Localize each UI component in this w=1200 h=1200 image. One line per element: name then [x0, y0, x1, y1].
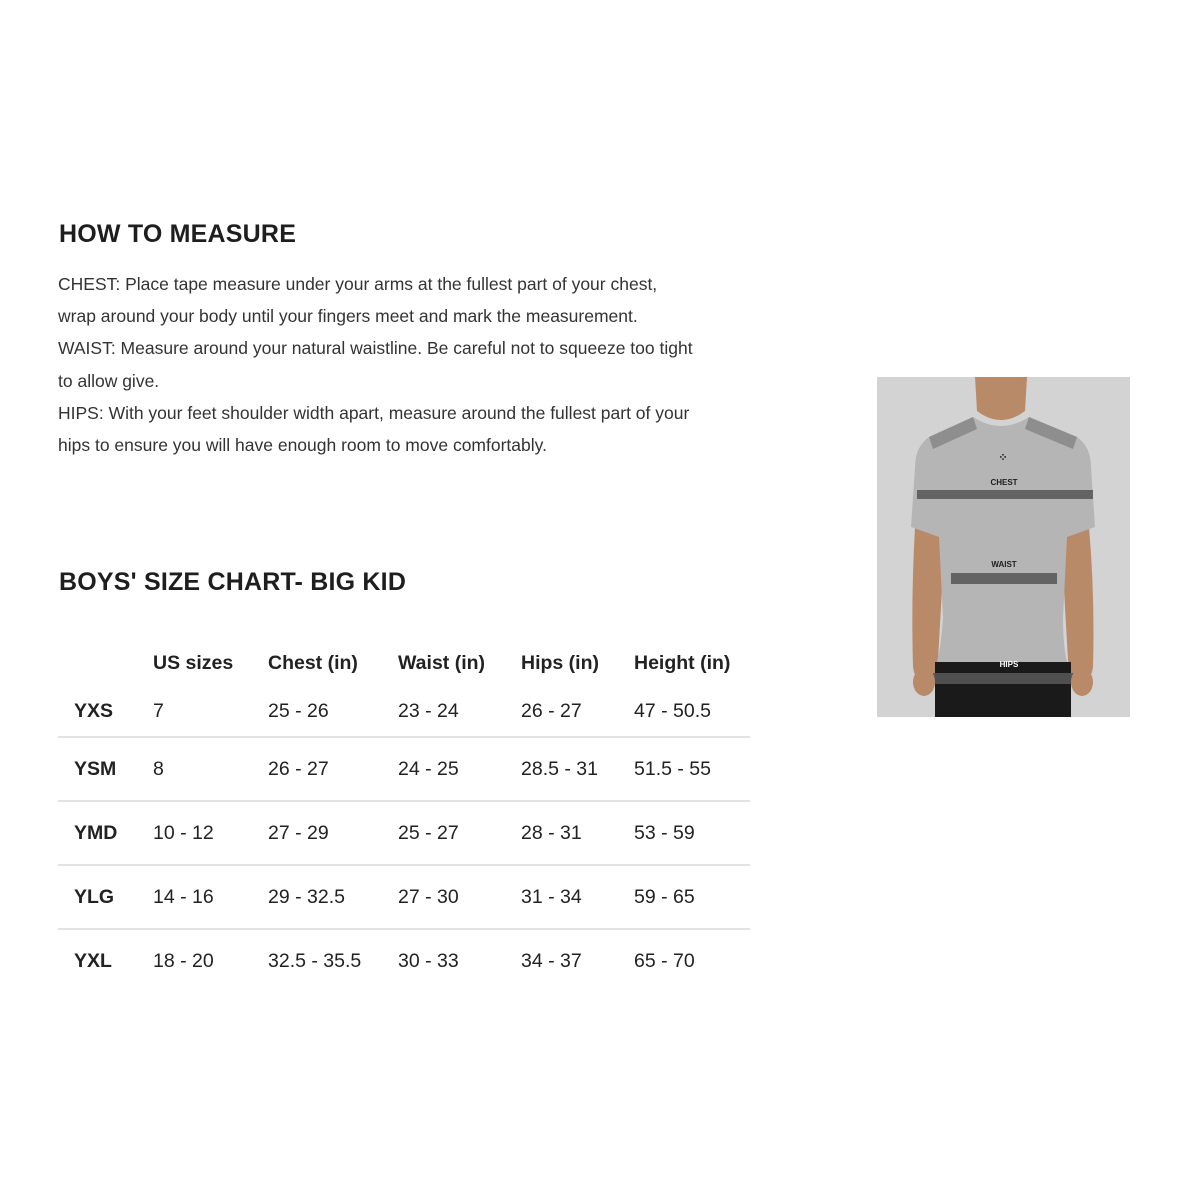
svg-text:⁘: ⁘ — [998, 452, 1008, 464]
table-header-row — [58, 640, 750, 686]
model-measurement-photo — [877, 377, 1130, 717]
table-row — [58, 686, 750, 737]
height-cell: 47 - 50.5 — [634, 686, 750, 737]
table-row — [58, 801, 750, 865]
size-label: YSM — [58, 737, 153, 801]
waist-cell: 27 - 30 — [398, 865, 521, 929]
hips-cell: 28.5 - 31 — [521, 737, 634, 801]
waist-cell: 25 - 27 — [398, 801, 521, 865]
hips-cell: 28 - 31 — [521, 801, 634, 865]
size-chart-table — [58, 640, 750, 992]
us-size-cell: 8 — [153, 737, 268, 801]
waist-cell: 30 - 33 — [398, 949, 459, 972]
waist-cell: 24 - 25 — [398, 737, 521, 801]
size-label: YMD — [58, 801, 153, 865]
size-label: YXL — [74, 949, 112, 972]
chest-cell: 32.5 - 35.5 — [268, 949, 362, 972]
height-cell: 59 - 65 — [634, 865, 750, 929]
waist-label: WAIST — [991, 560, 1017, 569]
header-us-sizes: US sizes — [153, 651, 234, 674]
how-to-measure-heading: HOW TO MEASURE — [59, 220, 297, 248]
height-cell: 53 - 59 — [634, 801, 750, 865]
height-cell: 65 - 70 — [634, 949, 695, 972]
chest-cell: 29 - 32.5 — [268, 865, 398, 929]
chest-cell: 27 - 29 — [268, 801, 398, 865]
table-row — [58, 737, 750, 801]
measurement-instructions — [58, 268, 698, 461]
hips-label: HIPS — [999, 660, 1019, 669]
hips-instruction: HIPS: With your feet shoulder width apart, measure around the fullest part of your hips to ensure you will have enough room to move comfortably. — [58, 402, 690, 456]
us-size-cell: 10 - 12 — [153, 801, 268, 865]
header-height: Height (in) — [634, 651, 731, 674]
chest-cell: 26 - 27 — [268, 737, 398, 801]
table-row — [58, 929, 750, 992]
chest-cell: 25 - 26 — [268, 686, 398, 737]
hips-cell: 34 - 37 — [521, 949, 582, 972]
header-hips: Hips (in) — [521, 651, 599, 674]
hips-cell: 31 - 34 — [521, 865, 634, 929]
size-chart-heading: BOYS' SIZE CHART- BIG KID — [59, 568, 407, 596]
waist-cell: 23 - 24 — [398, 686, 521, 737]
hips-cell: 26 - 27 — [521, 686, 634, 737]
height-cell: 51.5 - 55 — [634, 737, 750, 801]
size-label: YXS — [58, 686, 153, 737]
table-row — [58, 865, 750, 929]
waist-instruction: WAIST: Measure around your natural waistline. Be careful not to squeeze too tight to allow give. — [58, 338, 693, 391]
header-blank — [58, 640, 153, 686]
header-chest: Chest (in) — [268, 651, 358, 674]
chest-label: CHEST — [990, 478, 1018, 487]
chest-instruction: CHEST: Place tape measure under your arms at the fullest part of your chest, wrap around your body until your fingers meet and mark the measurement. — [58, 274, 658, 327]
us-size-cell: 7 — [153, 686, 268, 737]
size-label: YLG — [58, 865, 153, 929]
header-waist: Waist (in) — [398, 651, 486, 674]
us-size-cell: 14 - 16 — [153, 865, 268, 929]
us-size-cell: 18 - 20 — [153, 949, 214, 972]
